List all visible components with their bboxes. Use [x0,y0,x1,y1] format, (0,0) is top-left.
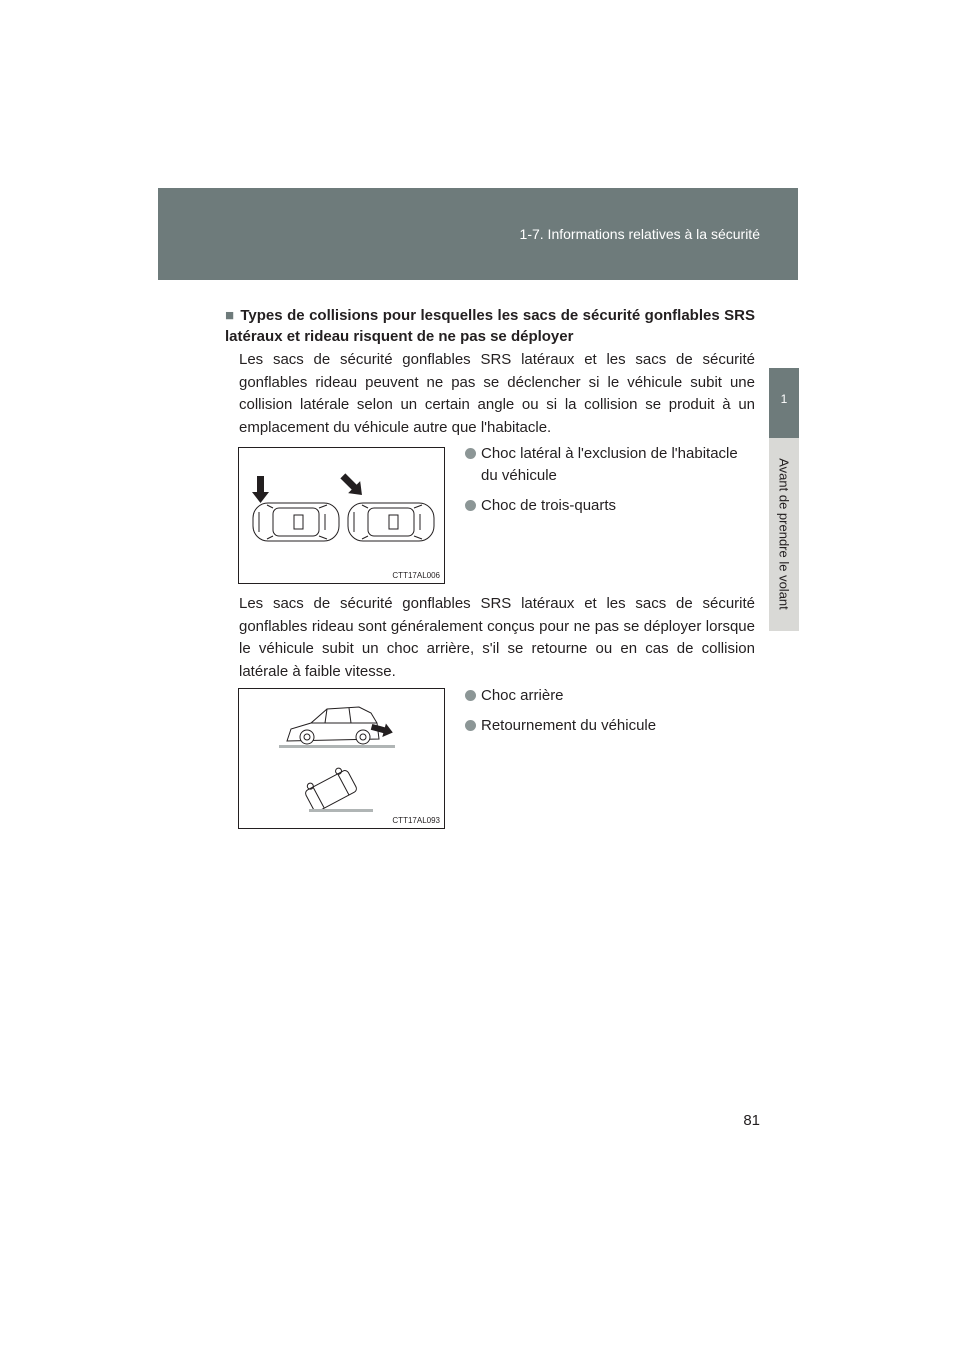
header-title: 1-7. Informations relatives à la sécurité [519,226,760,242]
section-heading-text: Types de collisions pour lesquelles les sacs de sécurité gonflables SRS latéraux et rideau risquent de ne pas se déployer [225,307,756,345]
paragraph-1: Les sacs de sécurité gonflables SRS latéraux et les sacs de sécurité gonflables rideau peuvent ne pas se déclencher si le véhicule subit une collision latérale selon un certain angle ou si la collision se produit à un emplacement du véhicule autre que l'habitacle. [239,351,755,436]
section-heading [225,305,755,347]
car-side-view [287,707,379,744]
list-item [465,715,755,737]
impact-arrow-icon [252,476,269,503]
page-number: 81 [743,1112,760,1129]
bullet-list-1 [465,443,755,525]
round-bullet-icon [465,720,476,731]
chapter-tab [769,368,799,438]
list-item [465,685,755,707]
rear-rollover-illustration [239,689,444,828]
list-item-text: Choc de trois-quarts [481,497,617,514]
header-band [158,188,798,280]
ground-line [279,745,395,748]
chapter-label: Avant de prendre le volant [776,458,792,610]
figure-code: CTT17AL093 [392,816,440,825]
list-item-text: Choc arrière [481,687,564,704]
car-top-view-1 [253,503,339,541]
car-top-view-2 [348,503,434,541]
list-item [465,495,755,517]
bullet-list-2 [465,685,755,745]
rollover-car [302,765,358,813]
figure-side-impact [238,447,445,584]
chapter-number: 1 [780,392,788,406]
paragraph-2: Les sacs de sécurité gonflables SRS latéraux et les sacs de sécurité gonflables rideau sont généralement conçus pour ne pas se déployer lorsque le véhicule subit un choc arrière, s'il se retourne ou en cas de collision latérale à faible vitesse. [239,595,755,680]
figure-code: CTT17AL006 [392,571,440,580]
side-impact-illustration [239,448,444,583]
round-bullet-icon [465,448,476,459]
round-bullet-icon [465,500,476,511]
square-bullet-icon: ■ [225,307,235,324]
list-item-text: Retournement du véhicule [481,717,657,734]
impact-arrow-diagonal-icon [337,470,368,501]
list-item-text: Choc latéral à l'exclusion de l'habitacle du véhicule [481,445,738,484]
round-bullet-icon [465,690,476,701]
figure-rear-rollover [238,688,445,829]
list-item [465,443,755,487]
ground-line [309,809,373,812]
